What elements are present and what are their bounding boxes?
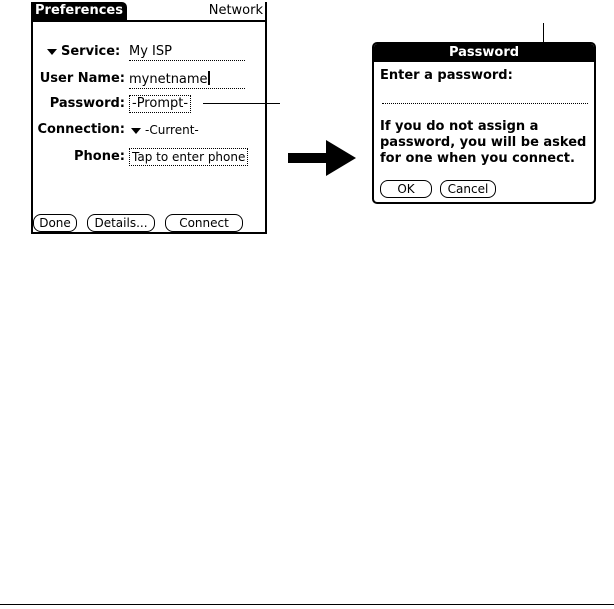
password-selector[interactable]: -Prompt- — [129, 95, 191, 113]
service-row — [47, 44, 120, 60]
callout-line — [203, 103, 280, 104]
dialog-title: Password — [374, 44, 594, 62]
title-bar — [31, 2, 267, 22]
cancel-button[interactable]: Cancel — [440, 180, 496, 198]
info-line-3: for one when you connect. — [380, 151, 575, 166]
info-line-1: If you do not assign a — [380, 119, 539, 134]
phone-label: Phone: — [74, 149, 125, 164]
text-cursor — [208, 71, 210, 85]
service-label: Service: — [61, 44, 121, 59]
password-label: Password: — [49, 96, 125, 111]
dropdown-triangle-icon — [131, 128, 141, 134]
ok-button[interactable]: OK — [380, 180, 432, 198]
service-picker[interactable]: My ISP — [129, 44, 245, 61]
connection-value: -Current- — [145, 123, 199, 137]
phone-selector[interactable]: Tap to enter phone — [129, 148, 248, 166]
password-dialog — [372, 42, 596, 204]
panel-picker[interactable]: Network — [208, 3, 263, 18]
dropdown-triangle-icon[interactable] — [47, 49, 57, 55]
app-title[interactable]: Preferences — [31, 2, 127, 20]
connection-label: Connection: — [37, 122, 125, 137]
connect-button[interactable]: Connect — [165, 214, 243, 232]
right-arrow-icon — [288, 140, 358, 176]
page-divider — [0, 604, 614, 605]
password-input[interactable] — [382, 102, 588, 104]
username-field[interactable] — [129, 71, 245, 89]
details-button[interactable]: Details... — [87, 214, 155, 232]
connection-picker[interactable] — [131, 122, 199, 138]
info-line-2: password, you will be asked — [380, 135, 587, 150]
done-button[interactable]: Done — [33, 214, 77, 232]
password-prompt: Enter a password: — [380, 68, 513, 83]
username-value: mynetname — [129, 72, 208, 87]
network-preferences-screen — [31, 2, 267, 234]
username-label: User Name: — [39, 71, 125, 86]
